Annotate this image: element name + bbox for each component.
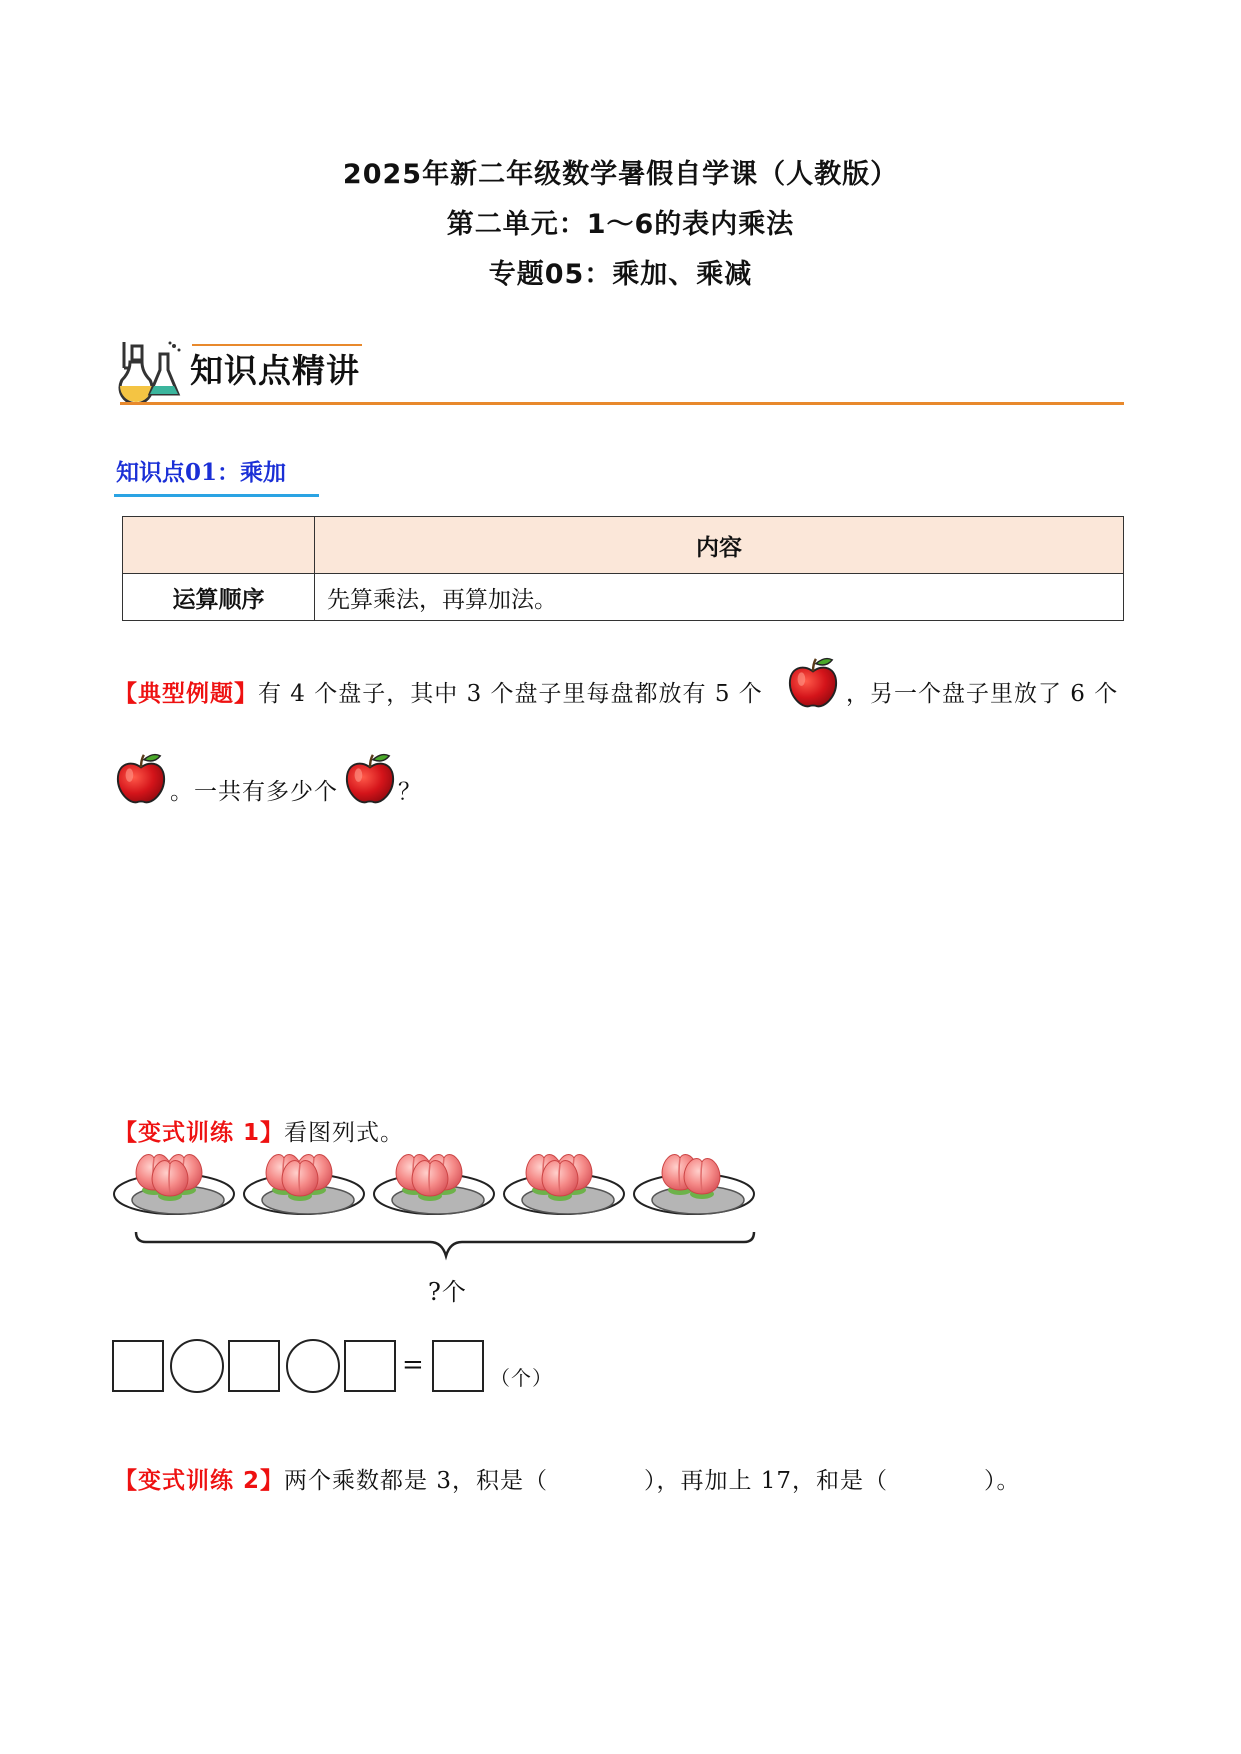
knowledge-table	[122, 516, 1124, 621]
example-text-3: 。一共有多少个	[170, 779, 338, 805]
table-row	[123, 574, 1124, 621]
exercise-2-line	[114, 1462, 1021, 1495]
operator-circle[interactable]	[170, 1339, 224, 1393]
unit-label: （个）	[490, 1366, 553, 1390]
exercise-2-tag: 【变式训练 2】	[114, 1468, 285, 1494]
table-header-cell: 内容	[315, 517, 1124, 574]
brace	[130, 1228, 760, 1268]
table-header-row	[123, 517, 1124, 574]
operator-circle[interactable]	[286, 1339, 340, 1393]
answer-box[interactable]	[432, 1340, 484, 1392]
example-text-1: 有 4 个盘子，其中 3 个盘子里每盘都放有 5 个	[258, 681, 763, 707]
example-text-2: ，另一个盘子里放了 6 个	[846, 681, 1119, 707]
answer-box[interactable]	[228, 1340, 280, 1392]
exercise-1-text: 看图列式。	[284, 1120, 405, 1146]
knowledge-point-underline	[114, 494, 319, 497]
exercise-1-tag: 【变式训练 1】	[114, 1120, 285, 1146]
unit-title: 第二单元：1～6的表内乘法	[446, 209, 795, 240]
table-header-cell	[123, 517, 315, 574]
topic-title: 专题05：乘加、乘减	[488, 259, 753, 290]
example-tag: 【典型例题】	[114, 681, 258, 707]
doc-title: 2025年新二年级数学暑假自学课（人教版）	[342, 159, 899, 190]
apple-icon	[114, 752, 168, 806]
peach-plates-illustration	[110, 1150, 770, 1230]
equals-sign: =	[402, 1350, 425, 1380]
section-title: 知识点精讲	[190, 351, 360, 390]
knowledge-point-title: 知识点01：乘加	[116, 459, 287, 486]
answer-box[interactable]	[112, 1340, 164, 1392]
flask-icon	[116, 340, 186, 402]
section-underline	[120, 402, 1124, 405]
table-cell-value: 先算乘法，再算加法。	[315, 574, 1124, 621]
table-cell-label: 运算顺序	[123, 574, 315, 621]
brace-label: ?个	[428, 1278, 467, 1306]
apple-icon	[343, 752, 397, 806]
example-line-1	[114, 675, 763, 708]
answer-box[interactable]	[344, 1340, 396, 1392]
apple-icon	[786, 656, 840, 710]
exercise-2-text: 两个乘数都是 3，积是（ ），再加上 17，和是（ ）。	[284, 1468, 1021, 1494]
example-text-4: ？	[398, 779, 422, 805]
exercise-1-line	[114, 1114, 404, 1147]
